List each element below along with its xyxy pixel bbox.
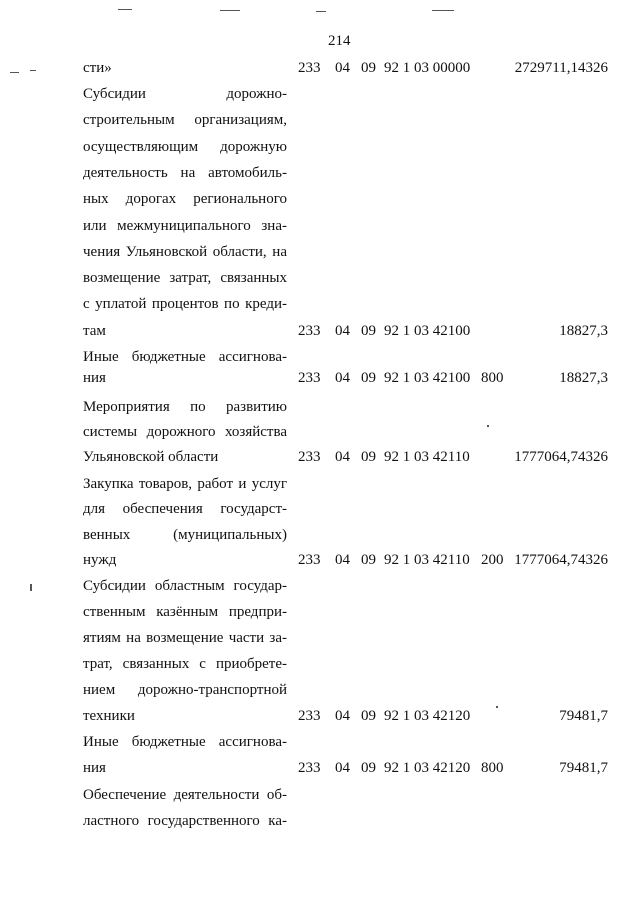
row-description-line: строительным организациям,	[83, 112, 287, 129]
amount: 1777064,74326	[514, 552, 608, 568]
section-code: 04	[335, 760, 350, 776]
scan-speck	[220, 10, 240, 11]
row-description-line: нием дорожно-транспортной	[83, 682, 287, 698]
expense-type-code: 200	[481, 552, 504, 568]
row-description-line: возмещение затрат, связанных	[83, 270, 287, 287]
row-description-line: ния	[83, 370, 106, 386]
row-description-line: чения Ульяновской области, на	[83, 243, 287, 260]
subsection-code: 09	[361, 370, 376, 386]
row-description-line: нужд	[83, 552, 117, 568]
target-article-code: 92 1 03 42120	[384, 760, 471, 776]
row-description-line: или межмуниципального зна-	[83, 217, 287, 234]
target-article-code: 92 1 03 42110	[384, 552, 470, 568]
amount: 79481,7	[559, 760, 608, 776]
row-description-line: венных (муниципальных)	[83, 526, 287, 543]
subsection-code: 09	[361, 60, 376, 76]
row-description-line: деятельность на автомобиль-	[83, 164, 287, 181]
row-description-line: Обеспечение деятельности об-	[83, 787, 287, 803]
scan-speck	[487, 425, 489, 427]
scan-speck	[432, 10, 454, 11]
row-description-line: Ульяновской области	[83, 449, 219, 465]
scan-speck	[316, 11, 326, 12]
ved-code: 233	[298, 322, 321, 339]
section-code: 04	[335, 322, 350, 339]
subsection-code: 09	[361, 322, 376, 339]
amount: 18827,3	[559, 322, 608, 339]
amount: 2729711,14326	[514, 60, 608, 76]
page-number: 214	[328, 33, 351, 49]
row-description-line: ственным казённым предпри-	[83, 604, 287, 620]
target-article-code: 92 1 03 42100	[384, 322, 471, 339]
section-code: 04	[335, 370, 350, 386]
target-article-code: 92 1 03 42110	[384, 449, 470, 465]
scan-speck	[118, 9, 132, 10]
amount: 79481,7	[559, 708, 608, 724]
subsection-code: 09	[361, 760, 376, 776]
row-description-line: ния	[83, 760, 106, 776]
scan-speck	[496, 706, 498, 708]
subsection-code: 09	[361, 708, 376, 724]
expense-type-code: 800	[481, 760, 504, 776]
ved-code: 233	[298, 760, 321, 776]
amount: 18827,3	[559, 370, 608, 386]
ved-code: 233	[298, 60, 321, 76]
row-description-line: системы дорожного хозяйства	[83, 424, 287, 440]
amount: 1777064,74326	[514, 449, 608, 465]
section-code: 04	[335, 60, 350, 76]
section-code: 04	[335, 449, 350, 465]
row-description-line: с уплатой процентов по креди-	[83, 296, 287, 313]
row-description-line: Иные бюджетные ассигнова-	[83, 349, 287, 365]
expense-type-code: 800	[481, 370, 504, 386]
subsection-code: 09	[361, 552, 376, 568]
row-description-line: трат, связанных с приобрете-	[83, 656, 287, 672]
row-description-line: техники	[83, 708, 135, 724]
target-article-code: 92 1 03 42100	[384, 370, 471, 386]
ved-code: 233	[298, 552, 321, 568]
row-description-line: Субсидии областным государ-	[83, 578, 287, 594]
row-description-line: осуществляющим дорожную	[83, 138, 287, 155]
row-description-line: сти»	[83, 60, 112, 76]
ved-code: 233	[298, 370, 321, 386]
target-article-code: 92 1 03 00000	[384, 60, 471, 76]
ved-code: 233	[298, 449, 321, 465]
section-code: 04	[335, 552, 350, 568]
row-description-line: там	[83, 322, 106, 339]
row-description-line: ятиям на возмещение части за-	[83, 630, 287, 646]
subsection-code: 09	[361, 449, 376, 465]
row-description-line: Иные бюджетные ассигнова-	[83, 734, 287, 750]
scan-speck	[10, 72, 19, 73]
row-description-line: Мероприятия по развитию	[83, 399, 287, 415]
scan-speck	[30, 584, 32, 591]
target-article-code: 92 1 03 42120	[384, 708, 471, 724]
row-description-line: Закупка товаров, работ и услуг	[83, 476, 287, 492]
row-description-line: ных дорогах регионального	[83, 191, 287, 208]
ved-code: 233	[298, 708, 321, 724]
row-description-line: для обеспечения государст-	[83, 501, 287, 518]
section-code: 04	[335, 708, 350, 724]
row-description-line: ластного государственного ка-	[83, 813, 287, 829]
scan-speck	[30, 70, 36, 71]
row-description-line: Субсидии дорожно-	[83, 86, 287, 102]
